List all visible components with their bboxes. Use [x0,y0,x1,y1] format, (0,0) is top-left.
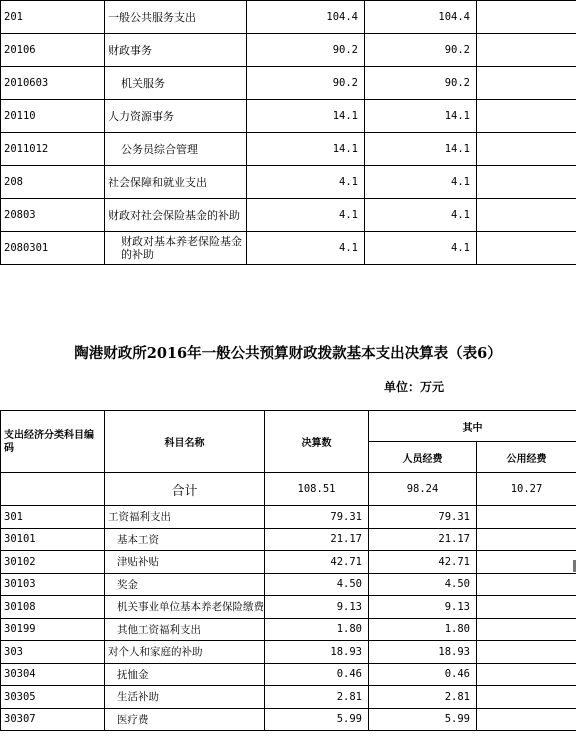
table-row [1,551,576,574]
header-name: 科目名称 [105,411,265,473]
table-row [1,686,576,709]
row-name: 医疗费 [105,708,265,731]
row-amount: 0.46 [265,663,369,686]
table-row [1,34,576,67]
basic-expenditure-table [0,410,576,731]
row-personnel: 9.13 [369,596,477,619]
row-name: 基本工资 [105,528,265,551]
top-expenditure-table [0,0,576,265]
row-public [477,663,576,686]
row-code: 201 [1,1,105,34]
row-public [477,573,576,596]
row-code: 208 [1,166,105,199]
row-code: 2011012 [1,133,105,166]
row-name: 财政事务 [105,34,247,67]
table-row [1,133,576,166]
row-value-1: 14.1 [247,133,365,166]
row-amount: 9.13 [265,596,369,619]
row-amount: 2.81 [265,686,369,709]
row-empty [477,133,576,166]
row-value-2: 90.2 [365,67,477,100]
row-code: 303 [1,641,105,664]
row-empty [477,166,576,199]
table-row [1,199,576,232]
row-name: 津贴补贴 [105,551,265,574]
row-name: 公务员综合管理 [105,133,247,166]
row-public [477,551,576,574]
row-code: 30108 [1,596,105,619]
row-amount: 5.99 [265,708,369,731]
total-row [1,473,576,506]
row-code: 30101 [1,528,105,551]
total-public: 10.27 [477,473,576,506]
row-name: 机关服务 [105,67,247,100]
row-empty [477,199,576,232]
row-personnel: 18.93 [369,641,477,664]
row-name: 机关事业单位基本养老保险缴费 [105,596,265,619]
table-row [1,100,576,133]
row-name: 对个人和家庭的补助 [105,641,265,664]
header-personnel: 人员经费 [369,442,477,473]
row-personnel: 79.31 [369,506,477,529]
row-personnel: 0.46 [369,663,477,686]
row-amount: 21.17 [265,528,369,551]
table-row [1,573,576,596]
row-code: 30199 [1,618,105,641]
row-value-1: 4.1 [247,166,365,199]
header-public: 公用经费 [477,442,576,473]
table-row [1,663,576,686]
row-code: 2010603 [1,67,105,100]
row-empty [477,34,576,67]
row-personnel: 2.81 [369,686,477,709]
row-code: 2080301 [1,232,105,265]
row-code: 30102 [1,551,105,574]
row-value-2: 14.1 [365,100,477,133]
header-amount: 决算数 [265,411,369,473]
table-row [1,166,576,199]
row-public [477,641,576,664]
row-code: 30103 [1,573,105,596]
row-value-1: 90.2 [247,67,365,100]
table-row [1,596,576,619]
row-personnel: 4.50 [369,573,477,596]
table-row [1,708,576,731]
row-value-2: 90.2 [365,34,477,67]
row-empty [477,67,576,100]
row-value-1: 90.2 [247,34,365,67]
row-amount: 79.31 [265,506,369,529]
row-empty [477,232,576,265]
row-value-1: 4.1 [247,232,365,265]
row-empty [477,100,576,133]
row-public [477,618,576,641]
row-value-1: 4.1 [247,199,365,232]
row-code: 30307 [1,708,105,731]
row-name: 奖金 [105,573,265,596]
row-public [477,506,576,529]
row-code: 20106 [1,34,105,67]
table-row [1,618,576,641]
row-personnel: 1.80 [369,618,477,641]
row-name: 生活补助 [105,686,265,709]
row-public [477,596,576,619]
unit-label: 单位：万元 [384,380,445,394]
header-group: 其中 [369,411,576,442]
row-value-2: 104.4 [365,1,477,34]
row-name: 工资福利支出 [105,506,265,529]
table-row [1,67,576,100]
row-personnel: 5.99 [369,708,477,731]
row-amount: 18.93 [265,641,369,664]
row-amount: 1.80 [265,618,369,641]
row-value-2: 4.1 [365,232,477,265]
row-name: 人力资源事务 [105,100,247,133]
total-amount: 108.51 [265,473,369,506]
report-title: 陶港财政所2016年一般公共预算财政拨款基本支出决算表（表6） [74,345,502,362]
total-label: 合计 [105,473,265,506]
table-row [1,232,576,265]
row-amount: 42.71 [265,551,369,574]
row-name: 财政对基本养老保险基金的补助 [105,232,247,265]
total-code [1,473,105,506]
row-code: 30304 [1,663,105,686]
row-value-1: 104.4 [247,1,365,34]
row-amount: 4.50 [265,573,369,596]
row-value-1: 14.1 [247,100,365,133]
row-value-2: 4.1 [365,166,477,199]
row-code: 30305 [1,686,105,709]
table-row [1,641,576,664]
row-personnel: 21.17 [369,528,477,551]
row-name: 财政对社会保险基金的补助 [105,199,247,232]
header-row-1 [1,411,576,442]
row-code: 20803 [1,199,105,232]
row-public [477,708,576,731]
row-name: 社会保障和就业支出 [105,166,247,199]
row-public [477,528,576,551]
table-row [1,506,576,529]
row-public [477,686,576,709]
total-personnel: 98.24 [369,473,477,506]
row-name: 其他工资福利支出 [105,618,265,641]
row-code: 20110 [1,100,105,133]
header-code: 支出经济分类科目编码 [1,411,105,473]
row-personnel: 42.71 [369,551,477,574]
row-name: 一般公共服务支出 [105,1,247,34]
table-row [1,1,576,34]
row-empty [477,1,576,34]
row-value-2: 4.1 [365,199,477,232]
row-code: 301 [1,506,105,529]
row-value-2: 14.1 [365,133,477,166]
table-row [1,528,576,551]
row-name: 抚恤金 [105,663,265,686]
